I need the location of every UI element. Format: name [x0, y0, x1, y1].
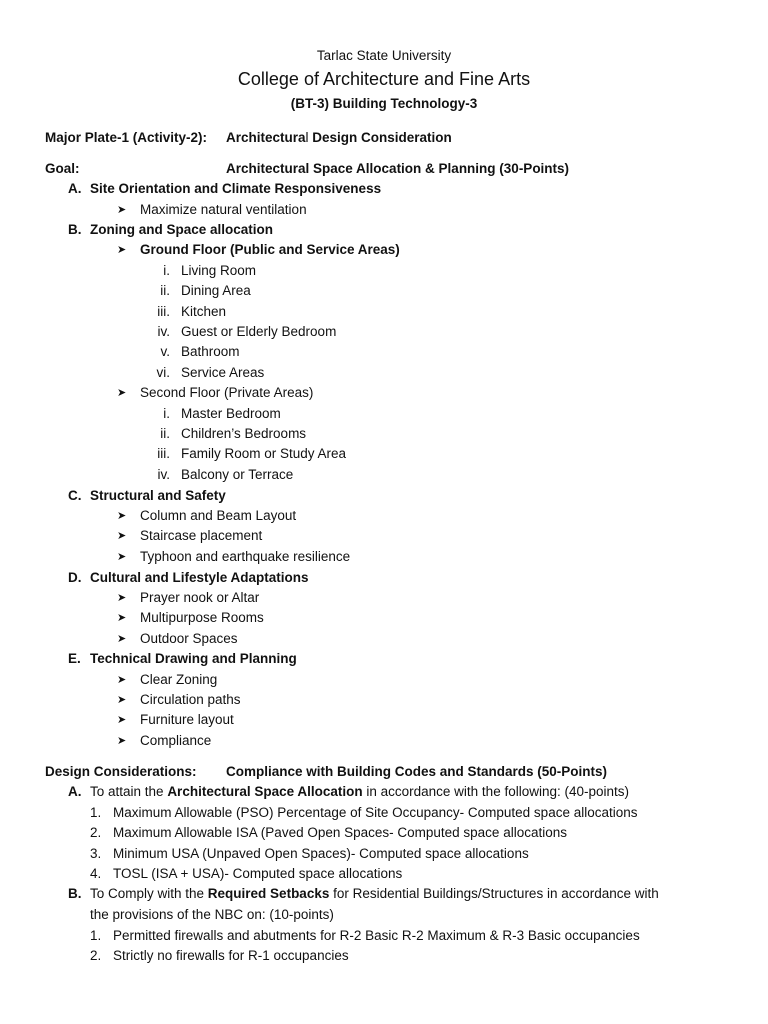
arrow-bullet-icon: ➤ [117, 633, 127, 645]
roman-marker: iii. [157, 304, 170, 319]
arrow-bullet-icon: ➤ [117, 530, 127, 542]
university-name: Tarlac State University [316, 48, 452, 63]
number-marker: 1. [90, 928, 102, 943]
list-item: TOSL (ISA + USA)- Computed space allocations [113, 866, 403, 881]
paragraph-continuation: the provisions of the NBC on: (10-points) [90, 907, 334, 922]
roman-marker: ii. [160, 426, 170, 441]
list-item: Prayer nook or Altar [140, 590, 260, 605]
goal-label: Goal: [45, 161, 80, 176]
subsection-title: Second Floor (Private Areas) [140, 385, 314, 400]
section-marker: B. [68, 222, 82, 237]
arrow-bullet-icon: ➤ [117, 612, 127, 624]
section-title: Cultural and Lifestyle Adaptations [90, 570, 309, 585]
list-item: Outdoor Spaces [140, 631, 238, 646]
plate-value: Architectural Design Consideration [226, 130, 452, 145]
list-item: Staircase placement [140, 528, 263, 543]
roman-marker: iv. [157, 324, 170, 339]
list-item: Minimum USA (Unpaved Open Spaces)- Computed space allocations [113, 846, 529, 861]
college-name: College of Architecture and Fine Arts [237, 69, 531, 89]
roman-marker: v. [160, 344, 170, 359]
design-value: Compliance with Building Codes and Standards (50-Points) [226, 764, 608, 779]
arrow-bullet-icon: ➤ [117, 714, 127, 726]
number-marker: 4. [90, 866, 102, 881]
section-marker: D. [68, 570, 82, 585]
arrow-bullet-icon: ➤ [117, 244, 127, 256]
list-item: Typhoon and earthquake resilience [140, 549, 351, 564]
arrow-bullet-icon: ➤ [117, 735, 127, 747]
arrow-bullet-icon: ➤ [117, 674, 127, 686]
list-item: Furniture layout [140, 712, 234, 727]
list-item: Circulation paths [140, 692, 241, 707]
arrow-bullet-icon: ➤ [117, 204, 127, 216]
paragraph: To attain the Architectural Space Allocation in accordance with the following: (40-points) [90, 784, 630, 799]
list-item: Maximum Allowable ISA (Paved Open Spaces- Computed space allocations [113, 825, 567, 840]
section-title: Site Orientation and Climate Responsiveness [90, 181, 382, 196]
list-item: Maximize natural ventilation [140, 202, 307, 217]
section-title: Technical Drawing and Planning [90, 651, 297, 666]
number-marker: 1. [90, 805, 102, 820]
number-marker: 2. [90, 825, 102, 840]
number-marker: 2. [90, 948, 102, 963]
list-item: Balcony or Terrace [181, 467, 294, 482]
list-item: Children’s Bedrooms [181, 426, 307, 441]
arrow-bullet-icon: ➤ [117, 694, 127, 706]
roman-marker: iii. [157, 446, 170, 461]
roman-marker: ii. [160, 283, 170, 298]
subsection-title: Ground Floor (Public and Service Areas) [140, 242, 400, 257]
arrow-bullet-icon: ➤ [117, 592, 127, 604]
list-item: Master Bedroom [181, 406, 281, 421]
section-marker: A. [68, 181, 82, 196]
number-marker: 3. [90, 846, 102, 861]
section-marker: B. [68, 886, 82, 901]
paragraph: To Comply with the Required Setbacks for Residential Buildings/Structures in accordance with [90, 886, 659, 901]
list-item: Bathroom [181, 344, 240, 359]
list-item: Multipurpose Rooms [140, 610, 264, 625]
arrow-bullet-icon: ➤ [117, 551, 127, 563]
section-marker: E. [68, 651, 81, 666]
list-item: Permitted firewalls and abutments for R-2 Basic R-2 Maximum & R-3 Basic occupancies [113, 928, 640, 943]
list-item: Clear Zoning [140, 672, 218, 687]
design-label: Design Considerations: [45, 764, 197, 779]
goal-value: Architectural Space Allocation & Planning (30-Points) [226, 161, 570, 176]
roman-marker: i. [163, 406, 170, 421]
list-item: Compliance [140, 733, 212, 748]
arrow-bullet-icon: ➤ [117, 510, 127, 522]
section-title: Structural and Safety [90, 488, 226, 503]
list-item: Strictly no firewalls for R-1 occupancies [113, 948, 349, 963]
list-item: Service Areas [181, 365, 265, 380]
section-marker: C. [68, 488, 82, 503]
section-title: Zoning and Space allocation [90, 222, 274, 237]
list-item: Dining Area [181, 283, 251, 298]
list-item: Guest or Elderly Bedroom [181, 324, 337, 339]
list-item: Column and Beam Layout [140, 508, 297, 523]
roman-marker: vi. [156, 365, 170, 380]
section-marker: A. [68, 784, 82, 799]
list-item: Living Room [181, 263, 257, 278]
list-item: Kitchen [181, 304, 227, 319]
list-item: Family Room or Study Area [181, 446, 347, 461]
roman-marker: iv. [157, 467, 170, 482]
course-title: (BT-3) Building Technology-3 [290, 96, 478, 111]
roman-marker: i. [163, 263, 170, 278]
arrow-bullet-icon: ➤ [117, 387, 127, 399]
plate-label: Major Plate-1 (Activity-2): [45, 130, 208, 145]
list-item: Maximum Allowable (PSO) Percentage of Site Occupancy- Computed space allocations [113, 805, 638, 820]
